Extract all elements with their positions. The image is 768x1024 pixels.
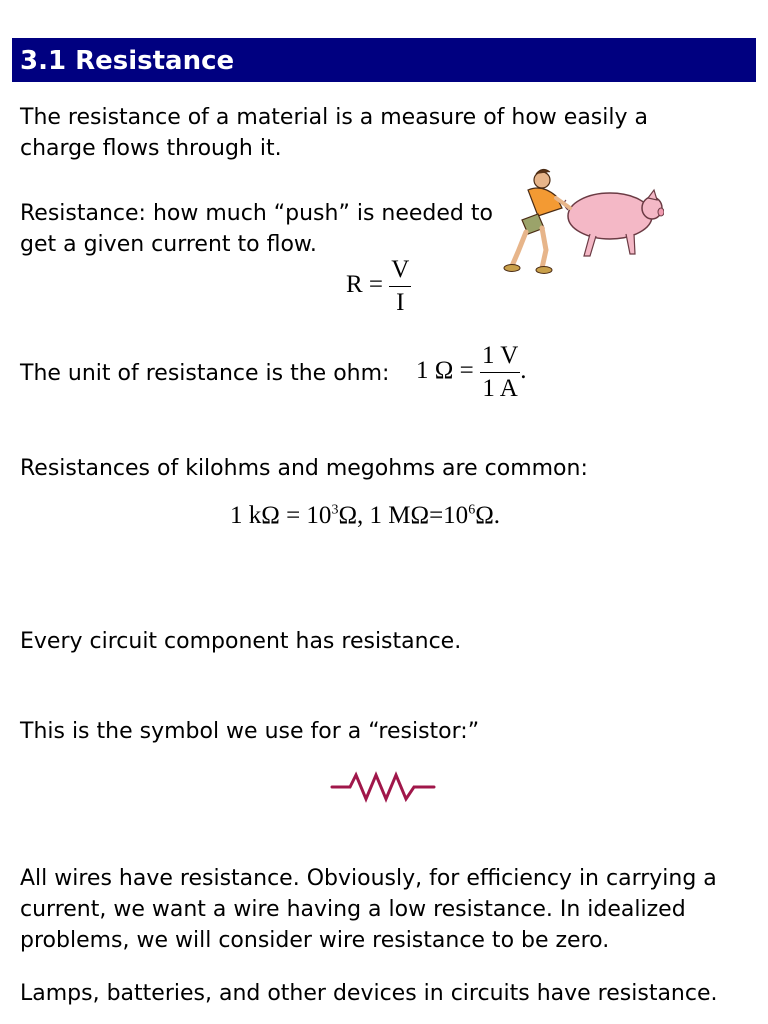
paragraph-4: Resistances of kilohms and megohms are common: xyxy=(20,456,588,481)
resistor-symbol-icon xyxy=(330,770,438,804)
paragraph-1-line-1: The resistance of a material is a measure of how easily a xyxy=(20,105,648,130)
paragraph-8: Lamps, batteries, and other devices in circuits have resistance. xyxy=(20,981,718,1006)
paragraph-7-line-2: current, we want a wire having a low resistance. In idealized xyxy=(20,897,686,922)
eq1-numerator: V xyxy=(389,254,411,287)
eq3-exp2: 6 xyxy=(468,502,476,518)
paragraph-7-line-1: All wires have resistance. Obviously, for efficiency in carrying a xyxy=(20,866,717,891)
eq1-lhs: R = xyxy=(346,271,384,299)
equation-kilohm-megohm xyxy=(230,502,500,530)
man-pushing-pig-icon xyxy=(498,168,664,278)
eq2-tail: . xyxy=(520,357,527,385)
eq3-part3: Ω. xyxy=(475,502,501,529)
eq1-denominator: I xyxy=(396,289,405,316)
eq3-exp1: 3 xyxy=(331,502,339,518)
equation-ohm-definition xyxy=(416,340,527,405)
eq1-fraction xyxy=(389,254,411,319)
paragraph-2-line-1: Resistance: how much “push” is needed to xyxy=(20,201,493,226)
paragraph-2-line-2: get a given current to flow. xyxy=(20,232,317,257)
paragraph-3: The unit of resistance is the ohm: xyxy=(20,361,390,386)
eq2-numerator: 1 V xyxy=(480,340,520,373)
equation-r-equals-v-over-i xyxy=(346,254,411,319)
eq3-part1: 1 kΩ = 10 xyxy=(230,502,332,529)
paragraph-6: This is the symbol we use for a “resistor:” xyxy=(20,719,480,744)
eq2-denominator: 1 A xyxy=(482,375,518,402)
page-title: 3.1 Resistance xyxy=(20,46,235,76)
paragraph-1-line-2: charge flows through it. xyxy=(20,136,282,161)
paragraph-5: Every circuit component has resistance. xyxy=(20,629,462,654)
eq3-part2: Ω, 1 MΩ=10 xyxy=(338,502,469,529)
eq2-fraction xyxy=(480,340,520,405)
eq2-lhs: 1 Ω = xyxy=(416,357,474,385)
paragraph-7-line-3: problems, we will consider wire resistance to be zero. xyxy=(20,928,610,953)
